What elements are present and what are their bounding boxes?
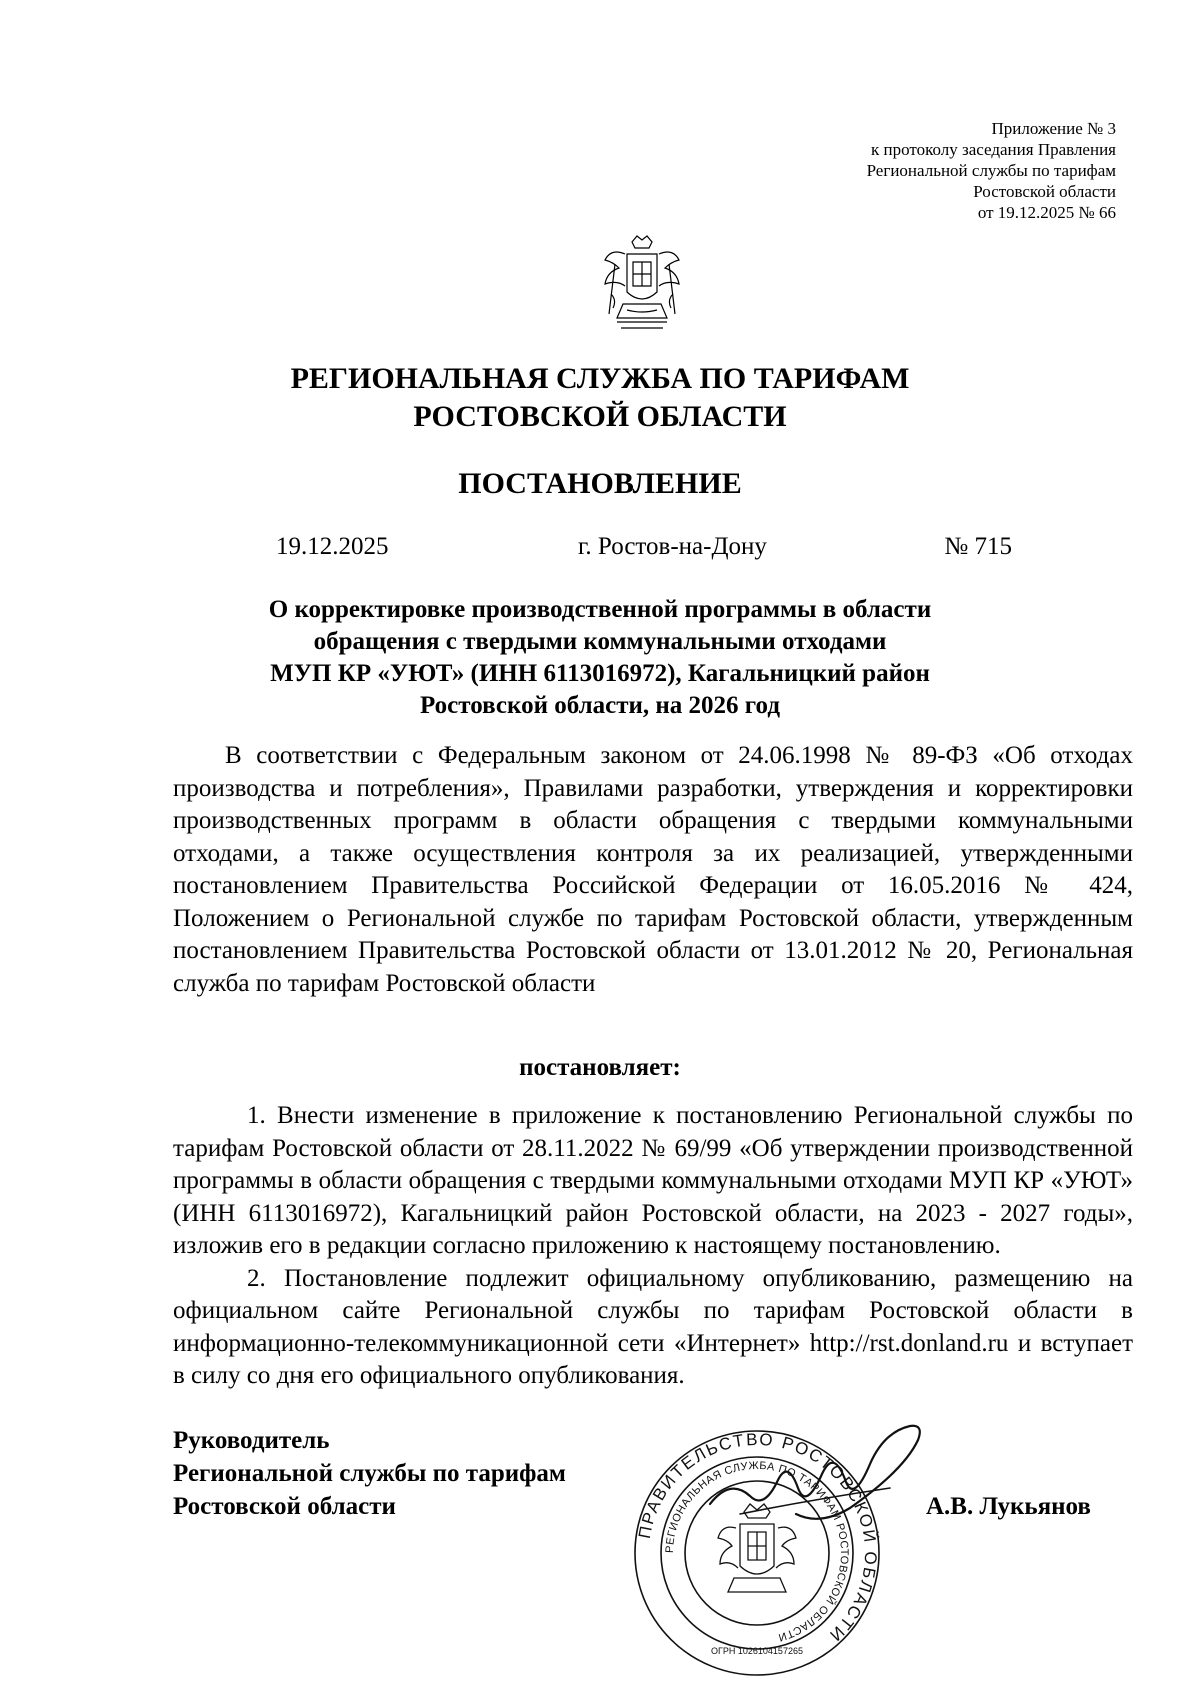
preamble-paragraph: В соответствии с Федеральным законом от 24.06.1998 № 89-ФЗ «Об отходах производства и потребления», Правилами разработки, утверждения и корректировки производственных программ в области обращения с твердыми коммунальными отходами, а также осуществления контроля за их реализацией, утвержденными постановлением Правительства Российской Федерации от 16.05.2016 № 424, Положением о Региональной службе по тарифам Ростовской области, утвержденным постановлением Правительства Ростовской области от 13.01.2012 № 20, Региональная служба по тарифам Ростовской области (173, 742, 1133, 997)
seal-codes-text: ОГРН 1026104157265 (711, 1646, 803, 1656)
handwritten-signature-icon (700, 1418, 930, 1528)
seal-inner-text: РЕГИОНАЛЬНАЯ СЛУЖБА ПО ТАРИФАМ РОСТОВСКОЙ ОБЛАСТИ (663, 1459, 851, 1644)
document-subject (180, 594, 1020, 722)
resolves-heading: постановляет: (519, 1054, 681, 1081)
signer-title-line-1: Руководитель (173, 1427, 330, 1454)
org-title-line-2: РОСТОВСКОЙ ОБЛАСТИ (413, 400, 787, 433)
signer-title (173, 1424, 566, 1523)
document-date: 19.12.2025 (276, 533, 389, 560)
subject-line-4: Ростовской области, на 2026 год (420, 692, 780, 719)
appendix-line-2: к протоколу заседания Правления (871, 140, 1116, 159)
document-number: № 715 (944, 533, 1012, 560)
subject-line-2: обращения с твердыми коммунальными отходами (313, 628, 887, 655)
resolution-item-1: 1. Внести изменение в приложение к постановлению Региональной службы по тарифам Ростовской области от 28.11.2022 № 69/99 «Об утверждении производственной программы в области обращения с твердыми коммунальными отходами МУП КР «УЮТ» (ИНН 6113016972), Кагальницкий район Ростовской области, на 2023 - 2027 годы», изложив его в редакции согласно приложению к настоящему постановлению. (173, 1102, 1133, 1259)
subject-line-1: О корректировке производственной программы в области (268, 596, 932, 623)
appendix-block (867, 118, 1116, 223)
coat-of-arms-icon (597, 234, 687, 334)
signer-title-line-3: Ростовской области (173, 1493, 396, 1520)
signer-name: А.В. Лукьянов (926, 1493, 1091, 1520)
document-type: ПОСТАНОВЛЕНИЕ (458, 467, 742, 500)
seal-outer-text: ПРАВИТЕЛЬСТВО РОСТОВСКОЙ ОБЛАСТИ (634, 1429, 881, 1646)
appendix-line-4: Ростовской области (973, 182, 1116, 201)
org-title-line-1: РЕГИОНАЛЬНАЯ СЛУЖБА ПО ТАРИФАМ (290, 362, 910, 395)
preamble (173, 740, 1133, 1000)
signer-title-line-2: Региональной службы по тарифам (173, 1460, 566, 1487)
org-title (0, 360, 1200, 436)
resolution-item-2: 2. Постановление подлежит официальному опубликованию, размещению на официальном сайте Региональной службы по тарифам Ростовской области в информационно-телекоммуникационной сети «Интернет» http://rst.donland.ru и вступает в силу со дня его официального опубликования. (173, 1264, 1133, 1389)
appendix-line-3: Региональной службы по тарифам (866, 161, 1116, 180)
resolution-items (173, 1100, 1133, 1393)
document-city: г. Ростов-на-Дону (578, 533, 767, 560)
appendix-line-5: от 19.12.2025 № 66 (977, 203, 1116, 222)
subject-line-3: МУП КР «УЮТ» (ИНН 6113016972), Кагальницкий район (270, 660, 930, 687)
appendix-line-1: Приложение № 3 (991, 119, 1116, 138)
